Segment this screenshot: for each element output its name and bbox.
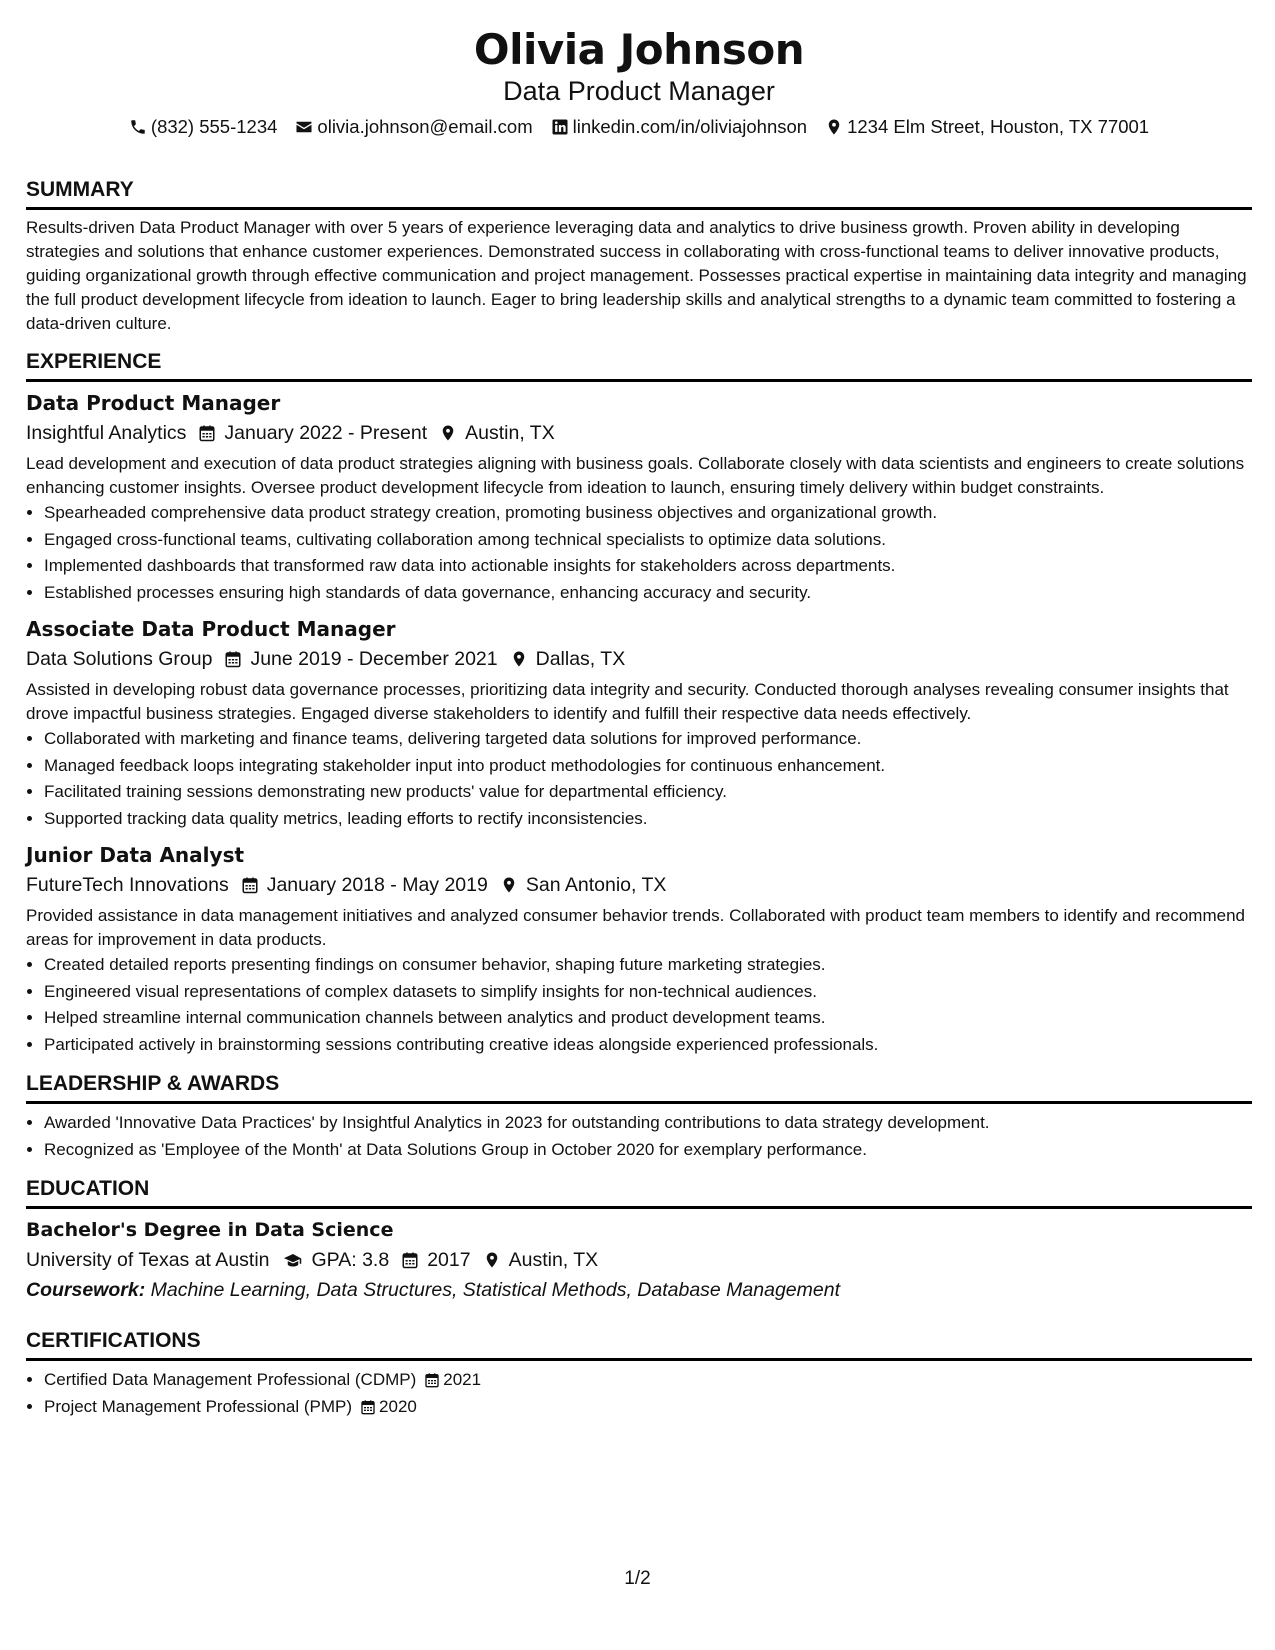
job-dates: January 2018 - May 2019	[266, 874, 488, 896]
list-item: • Awarded 'Innovative Data Practices' by Insightful Analytics in 2023 for outstanding contributions to data strategy development.	[44, 1110, 1252, 1137]
list-item	[44, 1394, 1252, 1421]
map-pin-icon	[510, 650, 528, 668]
contact-address	[825, 114, 1149, 140]
contact-email[interactable]	[295, 114, 532, 140]
list-item: • Engineered visual representations of complex datasets to simplify insights for non-technical audiences.	[44, 979, 1252, 1006]
coursework-label: Coursework:	[26, 1279, 146, 1301]
page-number: 1/2	[624, 1568, 651, 1589]
candidate-name: Olivia Johnson	[473, 25, 805, 74]
job-dates-group	[224, 644, 497, 674]
job-description: Lead development and execution of data product strategies aligning with business goals. Collaborate closely with data scientists and engineers to create solutions enhancing customer insights. Oversee product development lifecycle from ideation to launch, ensuring timely delivery within budget constraints.	[26, 454, 1245, 497]
certifications-section	[26, 1327, 1252, 1420]
resume-header	[26, 24, 1252, 140]
list-item: • Managed feedback loops integrating stakeholder input into product methodologies for continuous enhancement.	[44, 753, 1252, 780]
contact-linkedin[interactable]	[551, 114, 807, 140]
list-item: • Collaborated with marketing and finance teams, delivering targeted data solutions for improved performance.	[44, 726, 1252, 753]
list-item: • Engaged cross-functional teams, cultivating collaboration among technical specialists to optimize data solutions.	[44, 527, 1252, 554]
section-title: EXPERIENCE	[26, 348, 1252, 382]
gpa-text: GPA: 3.8	[311, 1249, 390, 1271]
map-pin-icon	[439, 424, 457, 442]
map-pin-icon	[483, 1251, 501, 1269]
job-title: Junior Data Analyst	[26, 843, 245, 867]
map-pin-icon	[825, 118, 843, 136]
calendar-icon	[424, 1372, 440, 1388]
job-dates-group	[241, 870, 488, 900]
job-bullets	[26, 500, 1252, 606]
graduation-cap-icon	[282, 1251, 304, 1269]
leadership-list	[26, 1110, 1252, 1163]
candidate-headline: Data Product Manager	[503, 76, 775, 106]
job-bullets	[26, 726, 1252, 832]
contact-line	[26, 114, 1252, 140]
list-item: • Created detailed reports presenting findings on consumer behavior, shaping future marketing strategies.	[44, 952, 1252, 979]
job-location: Austin, TX	[465, 422, 555, 444]
address-text: 1234 Elm Street, Houston, TX 77001	[847, 116, 1150, 137]
phone-text: (832) 555-1234	[150, 116, 278, 137]
job-description: Assisted in developing robust data governance processes, prioritizing data integrity and security. Conducted thorough analyses revealing consumer insights that drove impactful business strategies. Engaged diverse stakeholders to identify and fulfill their respective data needs effectively.	[26, 680, 1229, 723]
contact-phone	[129, 114, 278, 140]
company-name: FutureTech Innovations	[26, 874, 229, 896]
experience-section	[26, 348, 1252, 1058]
list-item: • Recognized as 'Employee of the Month' at Data Solutions Group in October 2020 for exemplary performance.	[44, 1137, 1252, 1164]
phone-icon	[129, 118, 147, 136]
resume-page	[26, 0, 1252, 1420]
job-meta	[26, 418, 1252, 448]
calendar-icon	[401, 1251, 419, 1269]
school-location: Austin, TX	[508, 1249, 599, 1271]
company-name: Data Solutions Group	[26, 648, 213, 670]
job-entry	[26, 840, 1252, 1058]
job-dates: January 2022 - Present	[224, 422, 428, 444]
linkedin-icon	[551, 118, 569, 136]
education-meta	[26, 1245, 1252, 1275]
list-item: • Implemented dashboards that transformed raw data into actionable insights for stakeholders across departments.	[44, 553, 1252, 580]
job-dates-group	[198, 418, 427, 448]
job-meta	[26, 870, 1252, 900]
company-name: Insightful Analytics	[26, 422, 187, 444]
school-name: University of Texas at Austin	[26, 1249, 270, 1271]
map-pin-icon	[500, 876, 518, 894]
gpa-group	[282, 1245, 390, 1275]
calendar-icon	[360, 1399, 376, 1415]
calendar-icon	[241, 876, 259, 894]
leadership-section	[26, 1070, 1252, 1163]
list-item: • Established processes ensuring high standards of data governance, enhancing accuracy and security.	[44, 580, 1252, 607]
job-location-group	[439, 418, 555, 448]
job-entry	[26, 614, 1252, 832]
linkedin-text[interactable]: linkedin.com/in/oliviajohnson	[572, 116, 808, 137]
grad-year-group	[401, 1245, 470, 1275]
certification-name: • Certified Data Management Professional (CDMP)	[44, 1370, 417, 1389]
job-title: Data Product Manager	[26, 391, 281, 415]
job-meta	[26, 644, 1252, 674]
grad-year: 2017	[427, 1249, 471, 1271]
certification-list	[26, 1367, 1252, 1420]
email-text[interactable]: olivia.johnson@email.com	[317, 116, 533, 137]
job-entry	[26, 388, 1252, 606]
job-bullets	[26, 952, 1252, 1058]
list-item: • Facilitated training sessions demonstrating new products' value for departmental efficiency.	[44, 779, 1252, 806]
job-location: San Antonio, TX	[525, 874, 667, 896]
degree-title: Bachelor's Degree in Data Science	[26, 1219, 394, 1241]
certification-name: • Project Management Professional (PMP)	[44, 1396, 353, 1416]
section-title: EDUCATION	[26, 1175, 1252, 1209]
job-location-group	[510, 644, 626, 674]
list-item: • Spearheaded comprehensive data product strategy creation, promoting business objectives and organizational growth.	[44, 500, 1252, 527]
section-title: SUMMARY	[26, 176, 1252, 210]
calendar-icon	[198, 424, 216, 442]
section-title: CERTIFICATIONS	[26, 1327, 1252, 1361]
job-dates: June 2019 - December 2021	[250, 648, 498, 670]
list-item: • Helped streamline internal communication channels between analytics and product development teams.	[44, 1005, 1252, 1032]
education-section	[26, 1175, 1252, 1305]
summary-section	[26, 176, 1252, 336]
list-item: • Participated actively in brainstorming sessions contributing creative ideas alongside experienced professionals.	[44, 1032, 1252, 1059]
summary-text: Results-driven Data Product Manager with over 5 years of experience leveraging data and analytics to drive business growth. Proven ability in developing strategies and solutions that enhance customer experiences. Demonstrated success in collaborating with cross-functional teams to deliver innovative products, guiding organizational growth through effective communication and project management. Possesses practical expertise in maintaining data integrity and managing the full product development lifecycle from ideation to launch. Eager to bring leadership skills and analytical strengths to a dynamic team committed to fostering a data-driven culture.	[26, 218, 1247, 333]
job-description: Provided assistance in data management initiatives and analyzed consumer behavior trends. Collaborated with product team members to identify and recommend areas for improvement in data products.	[26, 906, 1245, 949]
coursework-list: Machine Learning, Data Structures, Statistical Methods, Database Management	[150, 1279, 840, 1301]
envelope-icon	[295, 118, 313, 136]
school-location-group	[483, 1245, 599, 1275]
job-location: Dallas, TX	[535, 648, 626, 670]
coursework	[26, 1275, 1252, 1305]
list-item	[44, 1367, 1252, 1394]
job-location-group	[500, 870, 667, 900]
certification-year: 2021	[443, 1370, 482, 1389]
certification-year: 2020	[379, 1396, 417, 1416]
section-title: LEADERSHIP & AWARDS	[26, 1070, 1252, 1104]
list-item: • Supported tracking data quality metrics, leading efforts to rectify inconsistencies.	[44, 806, 1252, 833]
job-title: Associate Data Product Manager	[26, 617, 396, 641]
calendar-icon	[224, 650, 242, 668]
